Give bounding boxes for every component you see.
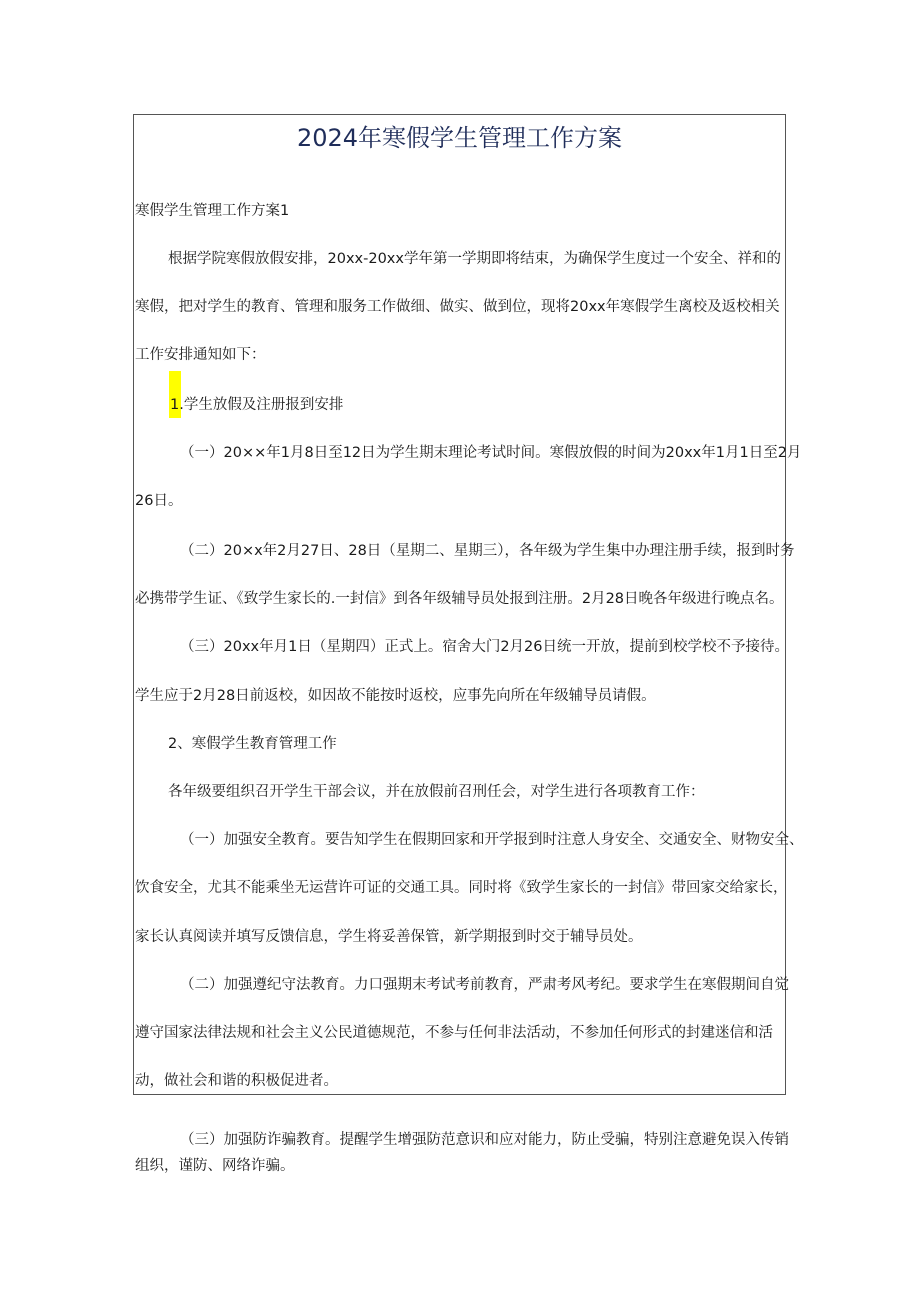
item-heading: 2、寒假学生教育管理工作: [168, 736, 337, 752]
paragraph-line: 动，做社会和谐的积极促进者。: [135, 1073, 338, 1089]
paragraph-line: （二）加强遵纪守法教育。力口强期末考试考前教育，严肃考风考纪。要求学生在寒假期间自觉: [180, 977, 789, 993]
paragraph-line: 寒假，把对学生的教育、管理和服务工作做细、做实、做到位，现将20xx年寒假学生离校及返校相关: [135, 299, 780, 315]
paragraph-line: （二）20×x年2月27日、28日（星期二、星期三），各年级为学生集中办理注册手续，报到时务: [180, 543, 795, 559]
paragraph-line: （三）20xx年月1日（星期四）正式上。宿舍大门2月26日统一开放，提前到校学校不予接待。: [180, 639, 790, 655]
paragraph-line: 各年级要组织召开学生干部会议，并在放假前召刑任会，对学生进行各项教育工作：: [168, 784, 705, 800]
paragraph-line: 必携带学生证、《致学生家长的.一封信》到各年级辅导员处报到注册。2月28日晚各年级进行晚点名。: [135, 591, 784, 607]
paragraph-line: 根据学院寒假放假安排，20xx-20xx学年第一学期即将结束，为确保学生度过一个安全、祥和的: [168, 251, 781, 267]
paragraph-line: 26日。: [135, 493, 183, 509]
paragraph-line: 遵守国家法律法规和社会主义公民道德规范，不参与任何非法活动，不参加任何形式的封建迷信和活: [135, 1025, 773, 1041]
paragraph-line: 组织，谨防、网络诈骗。: [135, 1158, 295, 1174]
document-title: 2024年寒假学生管理工作方案: [296, 124, 623, 152]
paragraph-line: 学生应于2月28日前返校，如因故不能按时返校，应事先向所在年级辅导员请假。: [135, 688, 656, 704]
paragraph-line: 饮食安全，尤其不能乘坐无运营许可证的交通工具。同时将《致学生家长的一封信》带回家交给家长，: [135, 880, 788, 896]
item-heading: 1.学生放假及注册报到安排: [170, 397, 344, 413]
paragraph-line: （三）加强防诈骗教育。提醒学生增强防范意识和应对能力，防止受骗，特别注意避免误入传销: [180, 1132, 789, 1148]
paragraph-line: 家长认真阅读并填写反馈信息，学生将妥善保管，新学期报到时交于辅导员处。: [135, 929, 643, 945]
paragraph-line: （一）加强安全教育。要告知学生在假期回家和开学报到时注意人身安全、交通安全、财物安全、: [180, 832, 804, 848]
paragraph-line: （一）20××年1月8日至12日为学生期末理论考试时间。寒假放假的时间为20xx年1月1日至2月: [180, 445, 802, 461]
section-heading: 寒假学生管理工作方案1: [135, 203, 290, 219]
paragraph-line: 工作安排通知如下：: [135, 347, 266, 363]
